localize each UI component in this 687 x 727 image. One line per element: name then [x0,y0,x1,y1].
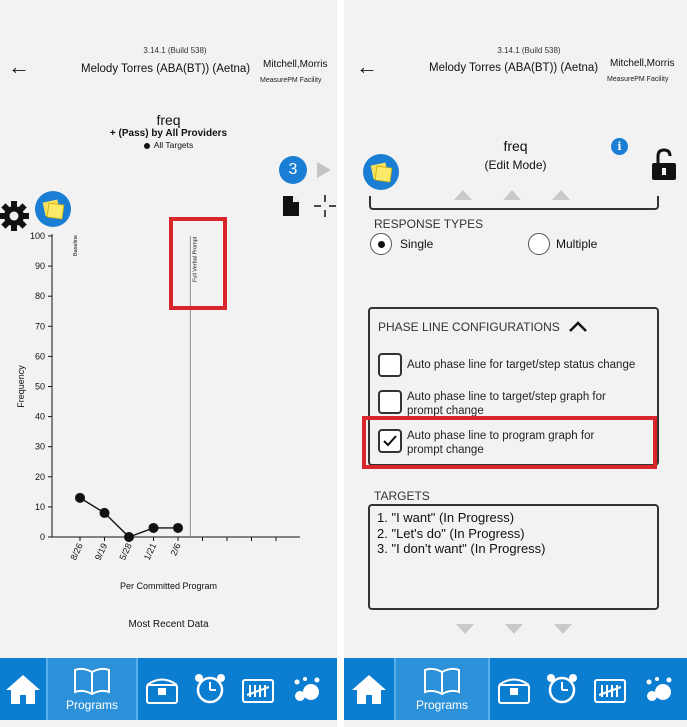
y-tick-label: 60 [34,351,45,362]
sticky-notes-icon[interactable] [34,190,72,228]
nav-programs[interactable] [394,658,490,720]
data-line [80,498,178,537]
phase-option-1-label: Auto phase line for target/step status change [407,359,636,371]
phase-option-2-label: Auto phase line to target/step graph for prompt change [407,391,606,417]
y-tick-label: 20 [34,471,45,482]
y-tick-label: 50 [34,381,45,392]
nav-home[interactable] [0,658,46,720]
bottom-nav [0,658,337,720]
phase-option-3-label: Auto phase line to program graph for prompt change [407,430,595,456]
programs-book-icon [422,666,462,696]
response-types-label: RESPONSE TYPES [374,217,484,231]
x-axis-label: Per Committed Program [119,581,218,591]
nav-programs[interactable] [46,658,138,720]
tally-icon [591,672,629,706]
y-tick-label: 0 [39,532,45,542]
nav-tally[interactable] [234,658,282,720]
graph-title: freq [156,112,181,128]
most-recent-data-label: Most Recent Data [128,619,209,630]
patient-name: Melody Torres (ABA(BT)) (Aetna) [429,62,599,74]
y-tick-label: 70 [34,321,45,332]
y-tick-label: 90 [34,261,45,272]
edit-program-screen [344,0,687,727]
next-arrow-icon[interactable] [315,160,333,180]
targets-list [368,504,659,610]
nav-rewards[interactable] [490,658,538,720]
facility-name: MeasurePM Facility [607,76,669,83]
graph-subtitle: + (Pass) by All Providers [109,128,228,139]
x-tick-label: 9/19 [92,541,110,562]
back-arrow-icon[interactable]: ← [8,54,30,79]
nav-cleaning[interactable] [634,658,682,720]
y-tick-label: 10 [34,501,45,512]
user-name: Mitchell,Morris [610,58,675,69]
user-name: Mitchell,Morris [263,59,328,70]
x-tick-label: 8/26 [68,541,85,562]
y-tick-label: 80 [34,291,45,302]
nav-programs-label: Programs [415,698,468,712]
home-icon [4,672,42,706]
data-point [124,532,134,542]
document-icon[interactable] [282,195,300,217]
treasure-chest-icon [495,672,533,706]
data-point [173,523,183,533]
nav-rewards[interactable] [138,658,186,720]
programs-book-icon [72,666,112,696]
cleaning-icon [287,672,325,706]
facility-name: MeasurePM Facility [260,77,322,84]
graph-legend [0,140,337,150]
panel-divider [337,0,344,727]
info-icon[interactable]: i [611,138,628,155]
highlight-box [169,217,227,310]
nav-tally[interactable] [586,658,634,720]
data-point [75,493,85,503]
alarm-clock-icon [191,672,229,706]
x-tick-label: 5/28 [117,541,134,562]
scroll-down-indicator[interactable] [456,624,572,634]
radio-single-button[interactable] [370,233,392,255]
y-axis-label: Frequency [16,365,26,408]
alarm-clock-icon [543,672,581,706]
app-version: 3.14.1 (Build 538) [143,46,207,55]
crosshair-icon[interactable] [313,194,337,218]
radio-single-label: Single [400,237,434,251]
cleaning-icon [639,672,677,706]
previous-section-box [369,196,659,210]
x-tick-label: 2/6 [168,541,183,558]
phase-line-config-label: PHASE LINE CONFIGURATIONS [378,320,560,334]
back-arrow-icon[interactable]: ← [356,54,378,79]
phase-option-2[interactable] [378,390,618,418]
targets-label: TARGETS [374,489,430,503]
phase-line-config-header[interactable] [378,320,588,334]
scroll-down-triangle-icon [505,624,523,634]
baseline-phase-label: Baseline [73,234,79,256]
edit-mode-label: (Edit Mode) [484,158,547,172]
radio-multiple-button[interactable] [528,233,550,255]
page-badge[interactable]: 3 [279,156,307,184]
patient-name: Melody Torres (ABA(BT)) (Aetna) [81,63,251,75]
data-point [149,523,159,533]
nav-timer[interactable] [538,658,586,720]
legend-label: All Targets [153,140,194,150]
y-tick-label: 100 [29,231,45,241]
target-item[interactable]: 2. "Let's do" (In Progress) [377,525,525,541]
phase-option-1-checkbox[interactable] [378,353,402,377]
scroll-down-triangle-icon [456,624,474,634]
phase-option-1[interactable] [378,353,653,377]
data-point [100,508,110,518]
target-item[interactable]: 3. "I don't want" (In Progress) [377,541,546,556]
tally-icon [239,672,277,706]
nav-timer[interactable] [186,658,234,720]
bottom-nav [344,658,687,720]
home-icon [350,672,388,706]
phase-option-2-checkbox[interactable] [378,390,402,414]
program-title: freq [503,138,528,154]
chevron-up-icon[interactable] [568,321,588,333]
nav-programs-label: Programs [65,698,118,712]
unlock-icon[interactable] [649,148,679,182]
highlight-box [362,416,657,469]
graph-screen [0,0,337,727]
radio-multiple[interactable] [528,233,597,255]
y-tick-label: 30 [34,441,45,452]
nav-cleaning[interactable] [282,658,330,720]
radio-single[interactable] [370,233,433,255]
nav-home[interactable] [344,658,394,720]
scroll-down-triangle-icon [554,624,572,634]
x-tick-label: 1/21 [141,541,159,562]
treasure-chest-icon [143,672,181,706]
target-item[interactable]: 1. "I want" (In Progress) [377,510,515,525]
legend-dot-icon [144,143,150,149]
radio-multiple-label: Multiple [556,237,598,251]
y-tick-label: 40 [34,411,45,422]
phase-line-label: Full Verbal Prompt [192,236,199,282]
app-version: 3.14.1 (Build 538) [497,46,561,55]
